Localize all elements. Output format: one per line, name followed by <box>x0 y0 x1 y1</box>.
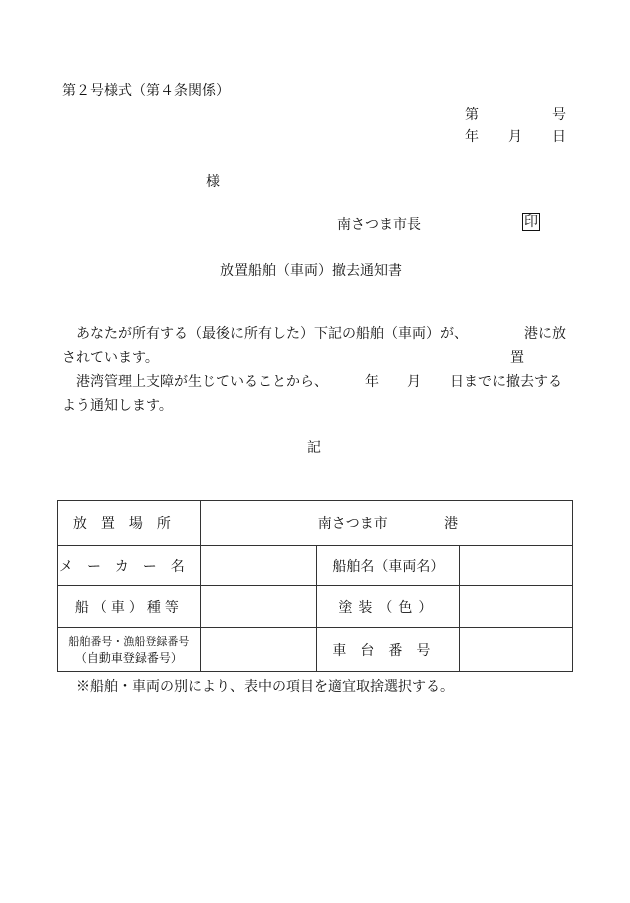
footnote: ※船舶・車両の別により、表中の項目を適宜取捨選択する。 <box>76 679 454 695</box>
date-day: 日 <box>552 129 566 145</box>
table-row-type <box>58 586 573 628</box>
body-line-3 <box>62 370 568 394</box>
details-table <box>57 500 573 672</box>
cell-vessel-name-value <box>460 546 573 586</box>
doc-number-dai: 第 <box>465 107 479 123</box>
table-row-number <box>58 628 573 672</box>
number-label-b: （自動車登録番号） <box>74 650 183 665</box>
body-line-3-month: 月 <box>407 374 421 390</box>
cell-type-value <box>200 586 317 628</box>
seal-char: 印 <box>524 214 538 230</box>
table-row-maker <box>58 546 573 586</box>
issuer-name: 南さつま市長 <box>337 217 421 233</box>
cell-paint-value <box>460 586 573 628</box>
cell-type-label: 船（車）種等 <box>58 586 201 628</box>
cell-paint-label: 塗装（色） <box>317 586 460 628</box>
body-line-2: されています。 <box>62 350 159 366</box>
cell-maker-value <box>200 546 317 586</box>
number-label-a: 船舶番号・漁船登録番号 <box>68 634 190 648</box>
form-label: 第２号様式（第４条関係） <box>62 83 230 99</box>
ki-heading: 記 <box>307 440 321 456</box>
body-line-3a: 港湾管理上支障が生じていることから、 <box>76 374 328 390</box>
cell-number-value <box>200 628 317 672</box>
cell-location-value <box>200 501 572 546</box>
document-title: 放置船舶（車両）撤去通知書 <box>220 263 402 279</box>
body-line-3-year: 年 <box>365 374 379 390</box>
body-line-1a: あなたが所有する（最後に所有した）下記の船舶（車両）が、 <box>76 326 468 342</box>
location-port: 港 <box>444 516 459 532</box>
location-city: 南さつま市 <box>317 516 388 532</box>
body-line-1b: 港に放置 <box>510 326 566 366</box>
addressee-suffix: 様 <box>206 174 220 190</box>
table-row-location <box>58 501 573 546</box>
cell-number-label <box>58 628 201 672</box>
body-line-4: よう通知します。 <box>62 398 173 414</box>
seal-mark <box>522 213 540 231</box>
body-line-3b: 日までに撤去する <box>450 374 562 390</box>
cell-chassis-label: 車台番号 <box>317 628 460 672</box>
cell-chassis-value <box>460 628 573 672</box>
date-year: 年 <box>465 129 479 145</box>
cell-vessel-name-label: 船舶名（車両名） <box>317 546 460 586</box>
cell-maker-label: メーカー名 <box>58 546 201 586</box>
doc-number-gou: 号 <box>552 107 566 123</box>
body-paragraph <box>62 322 568 418</box>
cell-location-label: 放置場所 <box>58 501 201 546</box>
date-month: 月 <box>508 129 522 145</box>
